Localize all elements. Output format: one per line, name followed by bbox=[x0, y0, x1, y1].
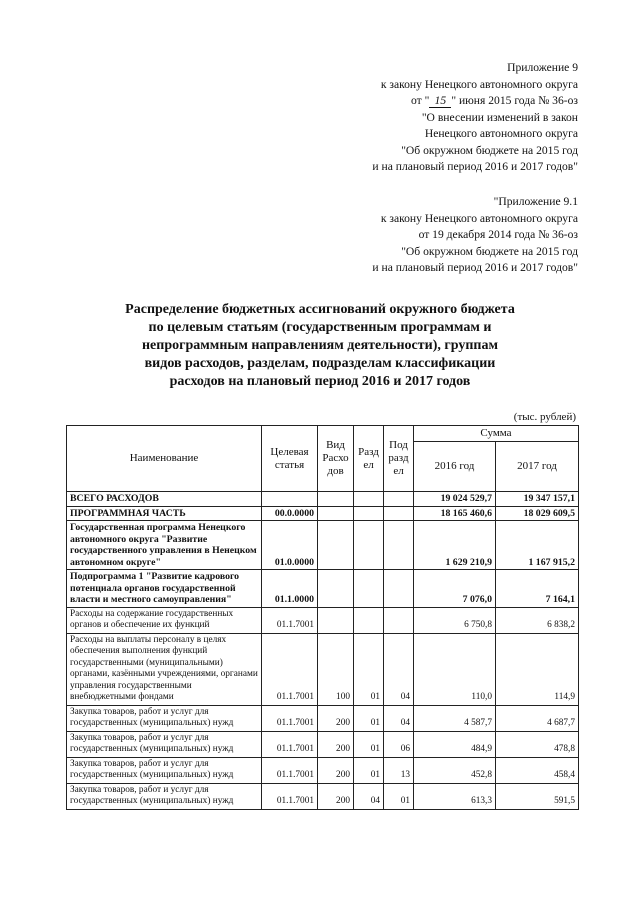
title-line: по целевым статьям (государственным программам и bbox=[148, 320, 492, 335]
row-value-2017: 114,9 bbox=[496, 633, 579, 705]
row-name: ВСЕГО РАСХОДОВ bbox=[67, 492, 262, 507]
handwritten-day: 15 bbox=[429, 95, 451, 108]
row-subsection: 04 bbox=[384, 705, 414, 731]
row-name: Подпрограмма 1 "Развитие кадрового потенциала органов государственной власти и местного самоуправления" bbox=[67, 570, 262, 608]
row-value-2016: 613,3 bbox=[414, 783, 496, 809]
annex-line: "Об окружном бюджете на 2015 год bbox=[401, 143, 578, 157]
header-name: Наименование bbox=[67, 426, 262, 492]
row-value-2017: 1 167 915,2 bbox=[496, 521, 579, 570]
row-subsection bbox=[384, 506, 414, 521]
row-section: 04 bbox=[354, 783, 384, 809]
row-target: 00.0.0000 bbox=[262, 506, 318, 521]
row-value-2016: 7 076,0 bbox=[414, 570, 496, 608]
row-value-2017: 7 164,1 bbox=[496, 570, 579, 608]
row-target: 01.1.7001 bbox=[262, 633, 318, 705]
row-subsection bbox=[384, 521, 414, 570]
row-kind: 100 bbox=[318, 633, 354, 705]
header-2016: 2016 год bbox=[414, 442, 496, 492]
row-section bbox=[354, 570, 384, 608]
row-kind bbox=[318, 506, 354, 521]
annex-line: и на плановый период 2016 и 2017 годов" bbox=[372, 160, 578, 173]
row-name: Расходы на выплаты персоналу в целях обеспечения выполнения функций государственными (муниципальными) органами, казёнными учреждениями, органами управления государственными внебюджетными фондами bbox=[67, 633, 262, 705]
row-kind: 200 bbox=[318, 757, 354, 783]
row-section: 01 bbox=[354, 705, 384, 731]
annex-9-header bbox=[372, 60, 578, 176]
title-line: видов расходов, разделам, подразделам классификации bbox=[144, 356, 496, 371]
header-sum: Сумма bbox=[414, 426, 579, 442]
row-name: Закупка товаров, работ и услуг для государственных (муниципальных) нужд bbox=[67, 705, 262, 731]
row-value-2017: 478,8 bbox=[496, 731, 579, 757]
row-value-2017: 18 029 609,5 bbox=[496, 506, 579, 521]
row-value-2017: 458,4 bbox=[496, 757, 579, 783]
table-row bbox=[67, 705, 579, 731]
annex-line: "Об окружном бюджете на 2015 год bbox=[401, 244, 578, 258]
row-value-2016: 6 750,8 bbox=[414, 607, 496, 633]
title-line: Распределение бюджетных ассигнований окружного бюджета bbox=[125, 302, 515, 317]
row-value-2016: 110,0 bbox=[414, 633, 496, 705]
row-value-2017: 591,5 bbox=[496, 783, 579, 809]
row-section: 01 bbox=[354, 633, 384, 705]
annex-line: и на плановый период 2016 и 2017 годов" bbox=[372, 261, 578, 274]
title-line: непрограммным направлениям деятельности), группам bbox=[141, 338, 499, 353]
table-row bbox=[67, 607, 579, 633]
row-section bbox=[354, 521, 384, 570]
row-kind: 200 bbox=[318, 783, 354, 809]
table-row bbox=[67, 633, 579, 705]
table-row bbox=[67, 492, 579, 507]
row-section: 01 bbox=[354, 731, 384, 757]
row-value-2017: 19 347 157,1 bbox=[496, 492, 579, 507]
row-target: 01.1.7001 bbox=[262, 757, 318, 783]
units-label: (тыс. рублей) bbox=[513, 411, 576, 423]
row-target bbox=[262, 492, 318, 507]
budget-table bbox=[66, 425, 579, 810]
row-section bbox=[354, 506, 384, 521]
annex-date-line bbox=[372, 93, 578, 110]
row-kind bbox=[318, 521, 354, 570]
row-subsection bbox=[384, 607, 414, 633]
row-section bbox=[354, 492, 384, 507]
annex-line: Приложение 9 bbox=[507, 61, 578, 74]
header-2017: 2017 год bbox=[496, 442, 579, 492]
row-name: Закупка товаров, работ и услуг для государственных (муниципальных) нужд bbox=[67, 783, 262, 809]
row-target: 01.1.7001 bbox=[262, 607, 318, 633]
date-suffix: " июня 2015 года № 36-оз bbox=[451, 94, 578, 107]
annex-line: от 19 декабря 2014 года № 36-оз bbox=[418, 228, 578, 241]
row-target: 01.1.0000 bbox=[262, 570, 318, 608]
table-row bbox=[67, 570, 579, 608]
row-name: ПРОГРАММНАЯ ЧАСТЬ bbox=[67, 506, 262, 521]
row-kind bbox=[318, 492, 354, 507]
annex-line: к закону Ненецкого автономного округа bbox=[380, 211, 578, 225]
row-kind bbox=[318, 607, 354, 633]
document-title bbox=[0, 301, 640, 391]
row-kind bbox=[318, 570, 354, 608]
title-line: расходов на плановый период 2016 и 2017 годов bbox=[169, 374, 471, 389]
date-prefix: от " bbox=[410, 94, 430, 107]
row-target: 01.1.7001 bbox=[262, 783, 318, 809]
table-row bbox=[67, 731, 579, 757]
row-kind: 200 bbox=[318, 731, 354, 757]
row-target: 01.1.7001 bbox=[262, 705, 318, 731]
row-value-2016: 18 165 460,6 bbox=[414, 506, 496, 521]
table-row bbox=[67, 506, 579, 521]
header-target-article: Целевая статья bbox=[262, 426, 318, 492]
header-expense-kind: Вид Расхо дов bbox=[318, 426, 354, 492]
row-subsection bbox=[384, 492, 414, 507]
table-row bbox=[67, 757, 579, 783]
row-target: 01.0.0000 bbox=[262, 521, 318, 570]
row-value-2016: 484,9 bbox=[414, 731, 496, 757]
header-subsection: Под разд ел bbox=[384, 426, 414, 492]
row-name: Расходы на содержание государственных органов и обеспечение их функций bbox=[67, 607, 262, 633]
table-row bbox=[67, 783, 579, 809]
row-value-2017: 4 687,7 bbox=[496, 705, 579, 731]
row-target: 01.1.7001 bbox=[262, 731, 318, 757]
row-value-2016: 4 587,7 bbox=[414, 705, 496, 731]
table-row bbox=[67, 521, 579, 570]
row-section bbox=[354, 607, 384, 633]
row-name: Закупка товаров, работ и услуг для государственных (муниципальных) нужд bbox=[67, 757, 262, 783]
annex-line: "Приложение 9.1 bbox=[493, 195, 578, 208]
row-value-2016: 452,8 bbox=[414, 757, 496, 783]
row-kind: 200 bbox=[318, 705, 354, 731]
row-value-2016: 1 629 210,9 bbox=[414, 521, 496, 570]
row-subsection: 04 bbox=[384, 633, 414, 705]
row-value-2016: 19 024 529,7 bbox=[414, 492, 496, 507]
row-section: 01 bbox=[354, 757, 384, 783]
row-value-2017: 6 838,2 bbox=[496, 607, 579, 633]
annex-line: к закону Ненецкого автономного округа bbox=[380, 77, 578, 91]
annex-line: Ненецкого автономного округа bbox=[424, 127, 578, 140]
row-name: Закупка товаров, работ и услуг для государственных (муниципальных) нужд bbox=[67, 731, 262, 757]
row-subsection: 13 bbox=[384, 757, 414, 783]
header-section: Разд ел bbox=[354, 426, 384, 492]
annex-9-1-header bbox=[372, 194, 578, 277]
annex-line: "О внесении изменений в закон bbox=[421, 110, 578, 124]
row-subsection bbox=[384, 570, 414, 608]
row-subsection: 06 bbox=[384, 731, 414, 757]
row-name: Государственная программа Ненецкого автономного округа "Развитие государственного управления в Ненецком автономном округе" bbox=[67, 521, 262, 570]
row-subsection: 01 bbox=[384, 783, 414, 809]
